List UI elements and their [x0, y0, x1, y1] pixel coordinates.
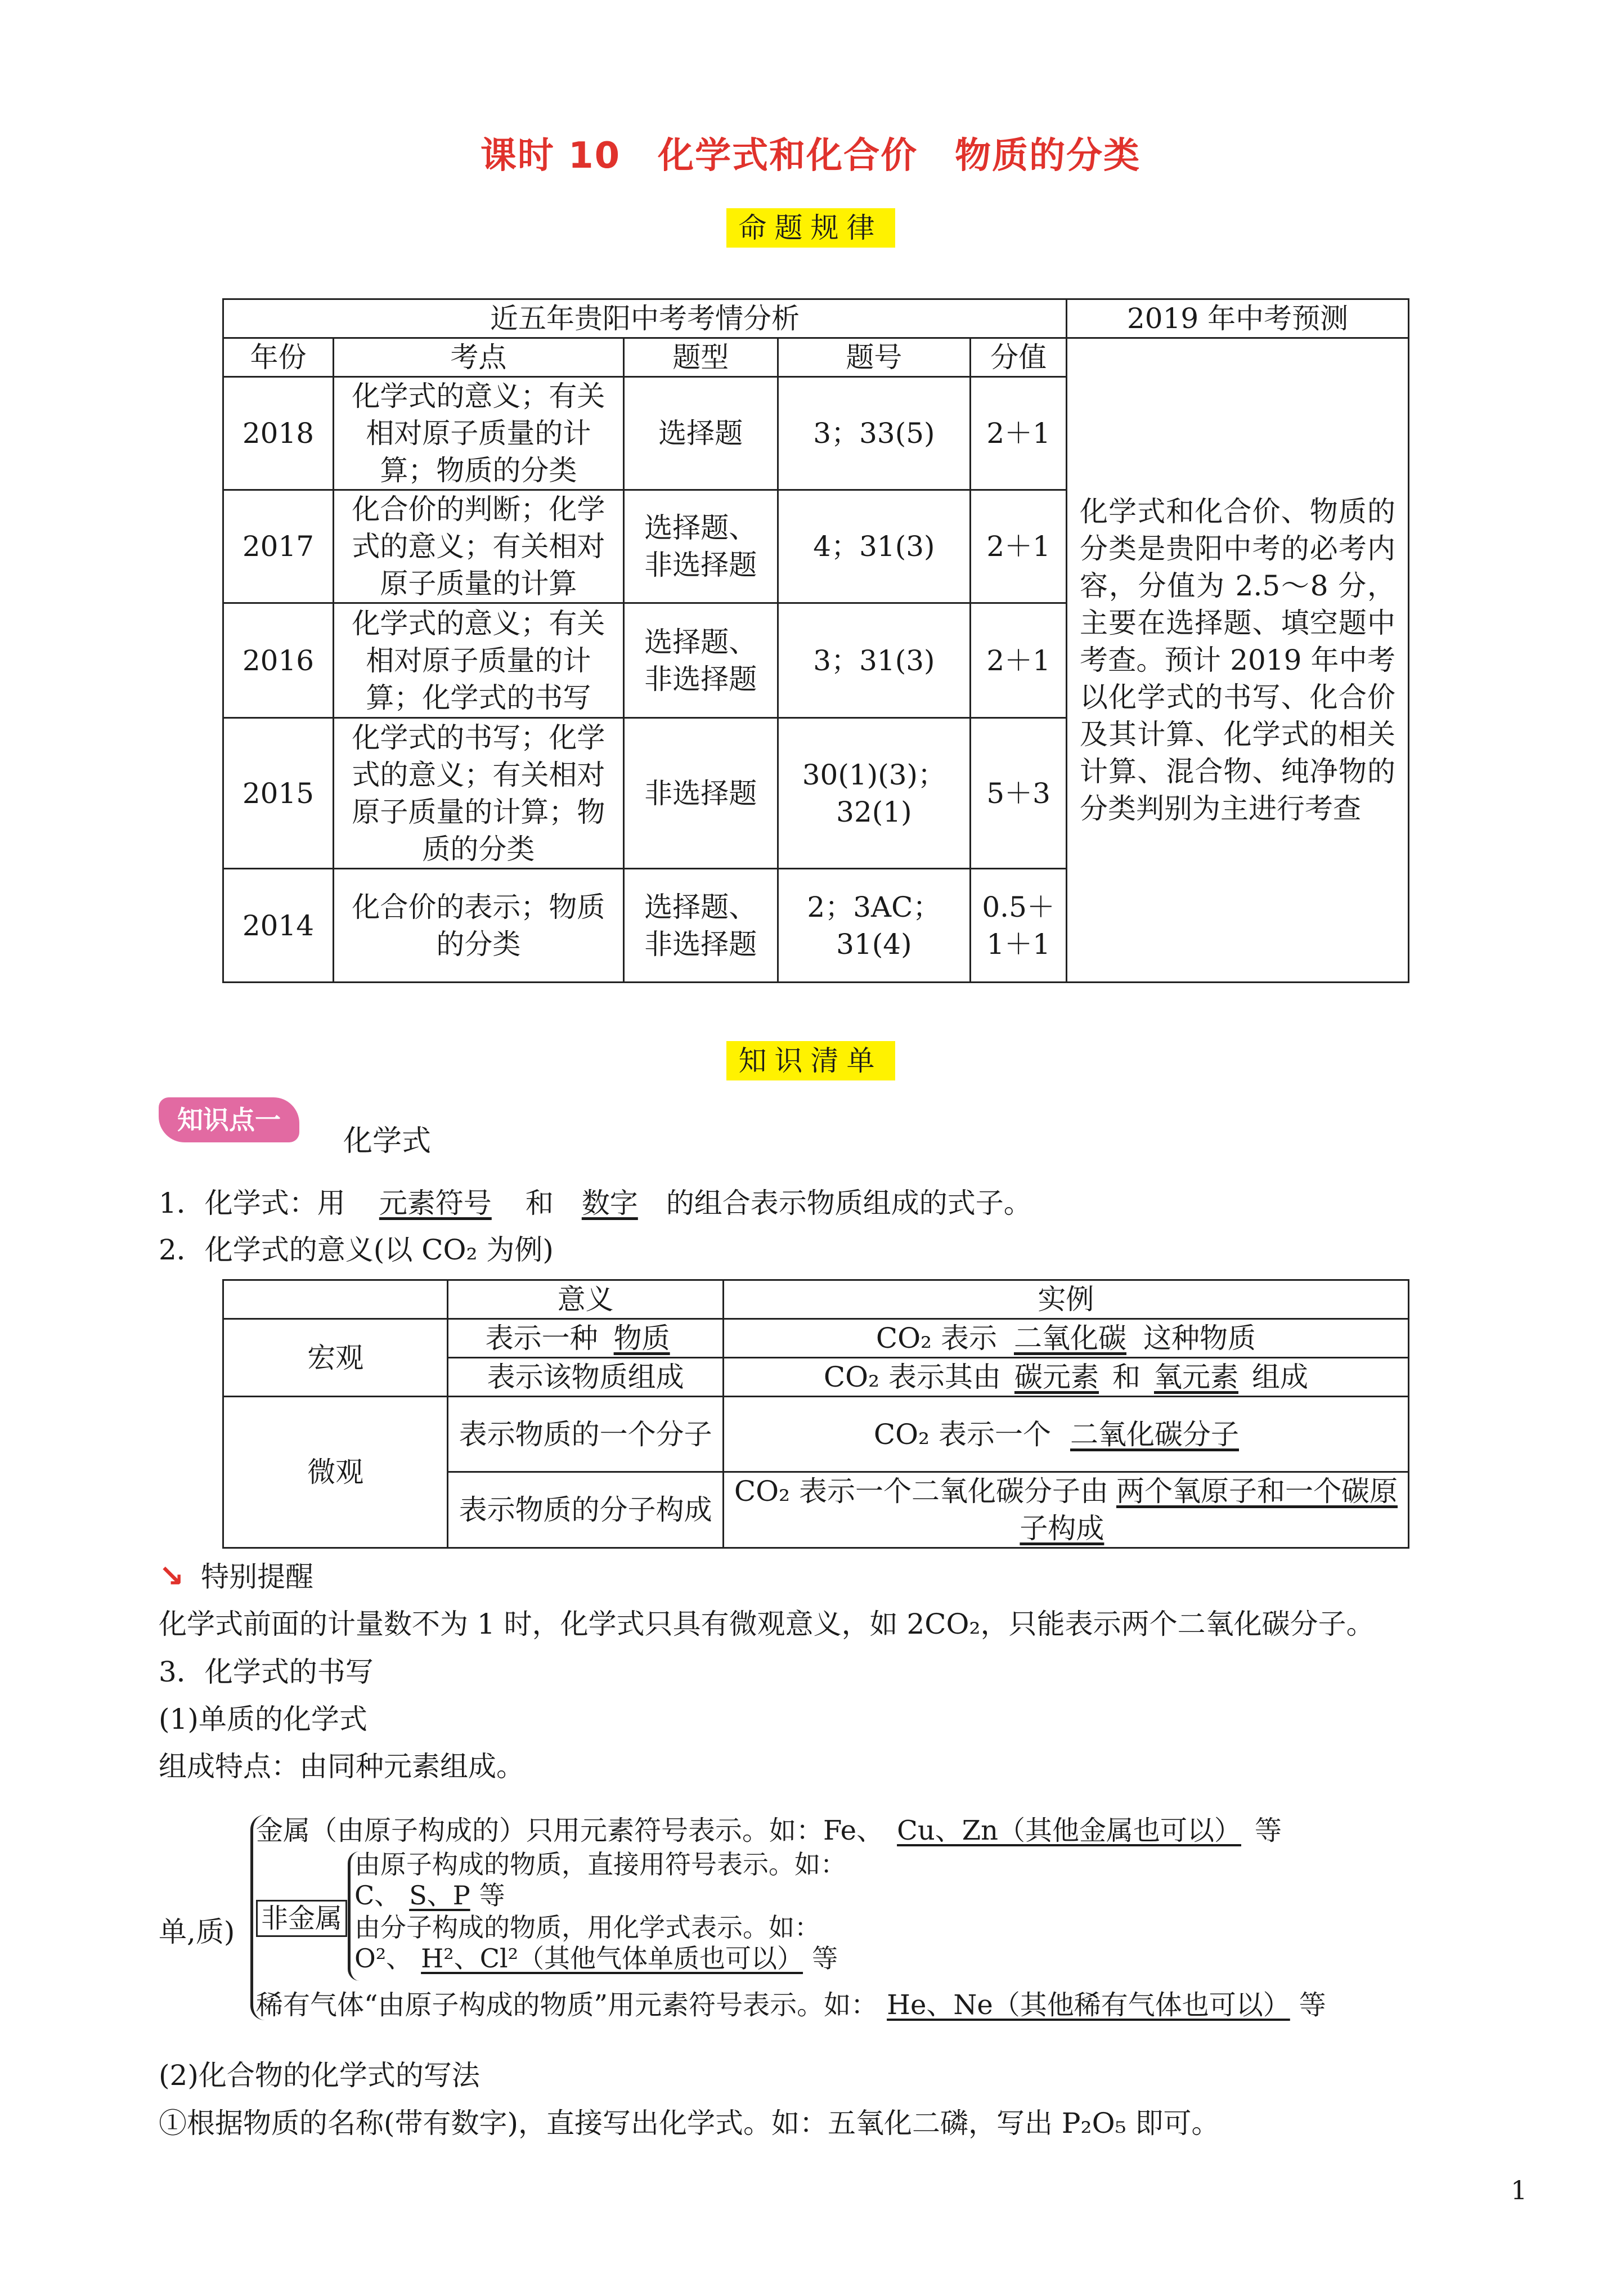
col-year: 年份 [223, 338, 334, 377]
example-text: CO₂ 表示其由 [823, 1361, 1001, 1393]
item-1-post: 的组合表示物质组成的式子。 [666, 1187, 1032, 1219]
answer: 物质 [613, 1322, 670, 1355]
section-heading-mingti: 命题规律 [726, 208, 895, 248]
page-number: 1 [1511, 2175, 1528, 2205]
cell-score: 2＋1 [971, 603, 1067, 718]
item-1-mid: 和 [525, 1187, 554, 1219]
cell-number: 2；3AC；31(4) [778, 869, 971, 983]
col-type: 题型 [623, 338, 778, 377]
nm1b [354, 1880, 505, 1911]
cell-type: 选择题、非选择题 [623, 869, 778, 983]
prediction-text: 化学式和化合价、物质的分类是贵阳中考的必考内容，分值为 2.5～8 分，主要在选择题、填空题中考查。预计 2019 年中考以化学式的书写、化合价及其计算、化学式的相关计算、混合物、纯净物的分类判别为主进行考查 [1067, 338, 1409, 983]
cell-type: 选择题、非选择题 [623, 603, 778, 718]
cell-topic: 化合价的判断；化学式的意义；有关相对原子质量的计算 [333, 490, 623, 603]
example-text: 组成 [1252, 1361, 1308, 1393]
col-topic: 考点 [333, 338, 623, 377]
cell-example [723, 1319, 1408, 1358]
cell-year: 2016 [223, 603, 334, 718]
cell-topic: 化合价的表示；物质的分类 [333, 869, 623, 983]
meaning-text: 表示一种 [485, 1322, 598, 1355]
cell-micro: 微观 [223, 1397, 448, 1548]
cell-number: 3；33(5) [778, 377, 971, 490]
cell-meaning: 表示物质的分子构成 [448, 1472, 723, 1548]
cell-score: 2＋1 [971, 490, 1067, 603]
section-heading-wrapper [0, 205, 1621, 246]
col-example: 实例 [723, 1280, 1408, 1319]
answer: 二氧化碳 [1014, 1322, 1126, 1355]
answer: He、Ne（其他稀有气体也可以） [887, 1989, 1290, 2021]
section-heading-wrapper-2 [0, 1038, 1621, 1079]
item-2: 2．化学式的意义(以 CO₂ 为例) [159, 1234, 554, 1266]
nm-text: O²、 [354, 1943, 412, 1974]
tree-nonmetal: 非金属 [256, 1900, 347, 1937]
arrow-down-right-icon: ↘ [159, 1558, 185, 1594]
answer: 两个氧原子和一个碳原子构成 [1020, 1475, 1398, 1545]
cell-example [723, 1472, 1408, 1548]
answer-symbol: 元素符号 [379, 1187, 492, 1219]
answer: 氧元素 [1154, 1361, 1238, 1393]
metal-text: 等 [1255, 1815, 1282, 1846]
cell-type: 非选择题 [623, 718, 778, 869]
composition-feature: 组成特点：由同种元素组成。 [159, 1750, 524, 1783]
tree-metal [256, 1812, 1282, 1849]
col-number: 题号 [778, 338, 971, 377]
knowledge-point-title: 化学式 [343, 1124, 432, 1158]
example-text: CO₂ 表示一个二氧化碳分子由 [734, 1475, 1108, 1508]
table-row [223, 1319, 1409, 1358]
exam-analysis-table [222, 298, 1409, 983]
cell-score: 2＋1 [971, 377, 1067, 490]
answer-number: 数字 [581, 1187, 638, 1219]
example-text: 和 [1112, 1361, 1140, 1393]
tip-heading [159, 1558, 313, 1595]
item-3: 3．化学式的书写 [159, 1656, 374, 1688]
cell-example [723, 1397, 1408, 1472]
table-header-analysis: 近五年贵阳中考考情分析 [223, 299, 1067, 338]
example-text: 这种物质 [1143, 1322, 1256, 1355]
cell-number: 3；31(3) [778, 603, 971, 718]
page-title: 课时 10 化学式和化合价 物质的分类 [480, 135, 1141, 177]
cell-type: 选择题 [623, 377, 778, 490]
col-score: 分值 [971, 338, 1067, 377]
tree-root: 单,质) [159, 1916, 235, 1948]
item-1-pre: 1．化学式：用 [159, 1187, 345, 1219]
item-3-2a: ①根据物质的名称(带有数字)，直接写出化学式。如：五氧化二磷，写出 P₂O₅ 即可。 [159, 2107, 1220, 2140]
cell-score: 0.5＋1＋1 [971, 869, 1067, 983]
cell-meaning: 表示物质的一个分子 [448, 1397, 723, 1472]
cell-year: 2014 [223, 869, 334, 983]
section-heading-zhishi: 知识清单 [726, 1041, 895, 1080]
tree-noble-gas [256, 1986, 1326, 2024]
nm-text: 等 [479, 1880, 505, 1911]
nm-text: C、 [354, 1880, 401, 1911]
cell-year: 2017 [223, 490, 334, 603]
example-text: CO₂ 表示 [875, 1322, 997, 1355]
cell-topic: 化学式的书写；化学式的意义；有关相对原子质量的计算；物质的分类 [333, 718, 623, 869]
knowledge-point-badge: 知识点一 [159, 1097, 299, 1142]
answer: Cu、Zn（其他金属也可以） [897, 1815, 1242, 1846]
tip-title: 特别提醒 [201, 1560, 314, 1593]
gas-text: 等 [1299, 1989, 1326, 2021]
nm2: 由分子构成的物质，用化学式表示。如： [354, 1912, 820, 1943]
cell-number: 30(1)(3)；32(1) [778, 718, 971, 869]
formula-meaning-table [222, 1279, 1409, 1549]
blank-header [223, 1280, 448, 1319]
answer: 二氧化碳分子 [1070, 1418, 1239, 1451]
nm2b [354, 1943, 838, 1974]
cell-topic: 化学式的意义；有关相对原子质量的计算；化学式的书写 [333, 603, 623, 718]
item-3-2: (2)化合物的化学式的写法 [159, 2059, 480, 2092]
cell-topic: 化学式的意义；有关相对原子质量的计算；物质的分类 [333, 377, 623, 490]
cell-type: 选择题、非选择题 [623, 490, 778, 603]
metal-text: 金属（由原子构成的）只用元素符号表示。如：Fe、 [256, 1815, 884, 1846]
cell-meaning [448, 1319, 723, 1358]
cell-example [723, 1358, 1408, 1397]
col-meaning: 意义 [448, 1280, 723, 1319]
table-header-prediction: 2019 年中考预测 [1067, 299, 1409, 338]
gas-text: 稀有气体“由原子构成的物质”用元素符号表示。如： [256, 1989, 878, 2021]
cell-meaning: 表示该物质组成 [448, 1358, 723, 1397]
item-3-1: (1)单质的化学式 [159, 1703, 367, 1736]
tip-text: 化学式前面的计量数不为 1 时，化学式只具有微观意义，如 2CO₂，只能表示两个二氧化碳分子。 [159, 1608, 1375, 1640]
cell-macro: 宏观 [223, 1319, 448, 1397]
cell-score: 5＋3 [971, 718, 1067, 869]
answer: S、P [409, 1880, 470, 1911]
answer: 碳元素 [1014, 1361, 1099, 1393]
cell-year: 2015 [223, 718, 334, 869]
nm-text: 等 [812, 1943, 838, 1974]
cell-number: 4；31(3) [778, 490, 971, 603]
nm1: 由原子构成的物质，直接用符号表示。如： [354, 1849, 846, 1880]
example-text: CO₂ 表示一个 [873, 1418, 1051, 1451]
item-1 [159, 1185, 1032, 1222]
answer: H²、Cl²（其他气体单质也可以） [421, 1943, 803, 1974]
cell-year: 2018 [223, 377, 334, 490]
table-row [223, 1397, 1409, 1472]
